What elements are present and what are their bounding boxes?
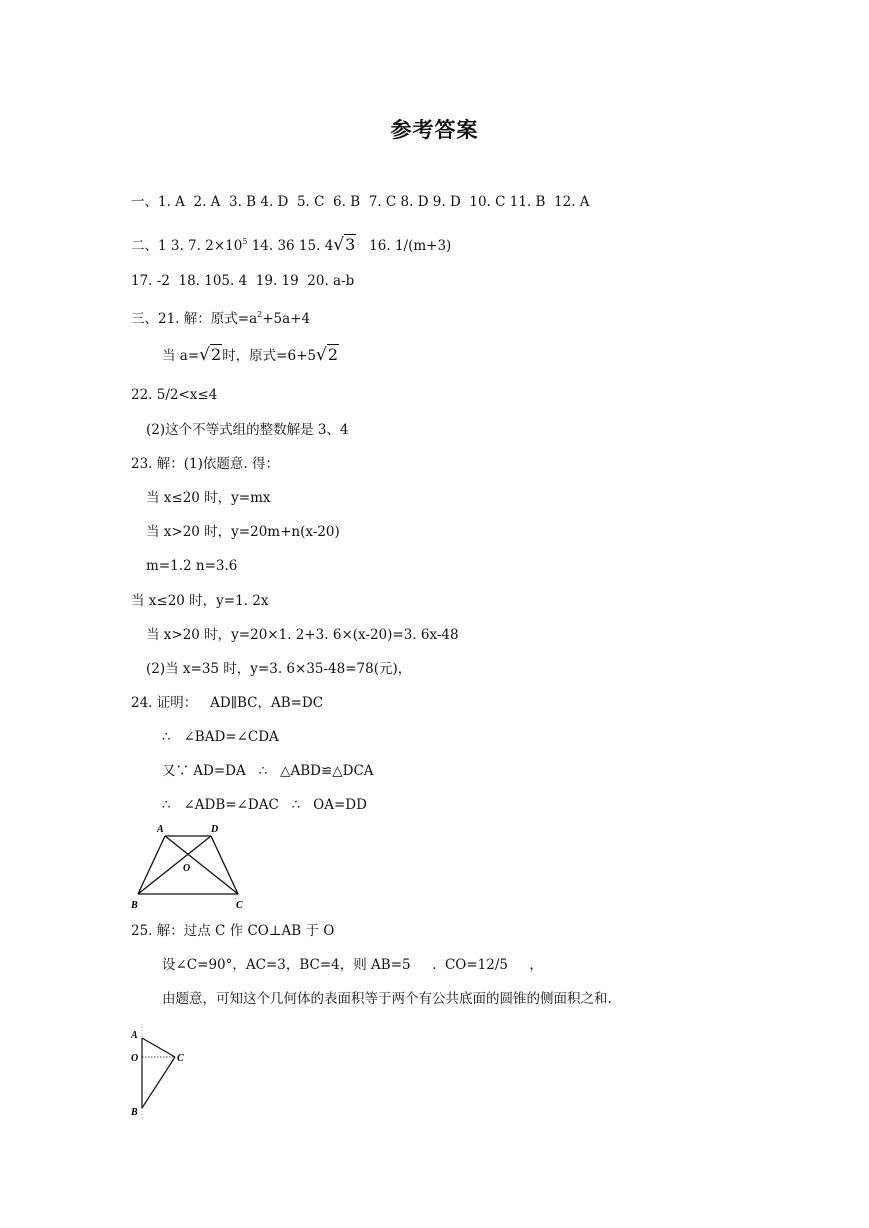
label-A: A [131,1030,138,1041]
sqrt-symbol: √2 [316,345,339,365]
label-O: O [131,1053,139,1064]
answer-line-25-a: 设∠C=90°，AC=3，BC=4，则 AB=5 . CO=12/5 ， [162,957,543,973]
label-A: A [157,824,164,835]
label-C: C [236,900,243,911]
answer-line-23-c: m=1.2 n=3.6 [146,558,238,574]
answer-line-24: 24. 证明： AD∥BC，AB=DC [131,695,324,711]
answer-line-21-sub: 当 a=√2时，原式=6+5√2 [162,345,339,365]
sqrt-symbol: √3 [333,235,356,255]
label-B: B [131,900,138,911]
answer-line-fill: 二、1 3. 7. $2\times 10^5$ 14. 36 15. 4√3 16. 1/(m+3) [131,235,452,255]
answer-line-23: 23. 解：(1)依题意. 得： [131,456,279,472]
answer-line-23-b: 当 x>20 时，y=20m+n(x-20) [146,524,340,540]
answer-line-22-2: (2)这个不等式组的整数解是 3、4 [146,422,349,438]
answer-line-24-b: 又∵ AD=DA ∴ △ABD≌△DCA [162,763,374,779]
answer-line-21: 三、21. 解：原式$=a^2+5a+4$ [131,310,311,327]
trapezoid-figure [128,820,248,912]
triangle-figure [126,1022,196,1122]
label-D: D [211,824,219,835]
label-C: C [177,1053,184,1064]
answer-line-23-a: 当 x≤20 时，y=mx [146,490,271,506]
answer-line-23-d: 当 x≤20 时，y=1. 2x [131,593,269,609]
answer-line-25-b: 由题意，可知这个几何体的表面积等于两个有公共底面的圆锥的侧面积之和. [162,991,612,1007]
answer-line-22: 22. 5/2<x≤4 [131,387,218,403]
answer-line-choice: 一、1. A 2. A 3. B 4. D 5. C 6. B 7. C 8. D 9. D 10. C 11. B 12. A [131,194,590,210]
answer-line-24-a: ∴ ∠BAD=∠CDA [162,729,279,745]
answer-line-23-e: 当 x>20 时，y=20×1. 2+3. 6×(x-20)=3. 6x-48 [146,627,459,643]
answer-line-23-2: (2)当 x=35 时，y=3. 6×35-48=78(元)， [146,661,412,677]
answer-line-25: 25. 解：过点 C 作 CO⊥AB 于 O [131,923,335,939]
label-B: B [131,1107,138,1118]
answer-line-24-c: ∴ ∠ADB=∠DAC ∴ OA=DD [162,797,367,813]
sqrt-symbol: √2 [199,345,222,365]
label-O: O [183,863,191,874]
page-title: 参考答案 [390,117,479,142]
answer-line-17-20: 17. -2 18. 105. 4 19. 19 20. a-b [131,273,355,289]
